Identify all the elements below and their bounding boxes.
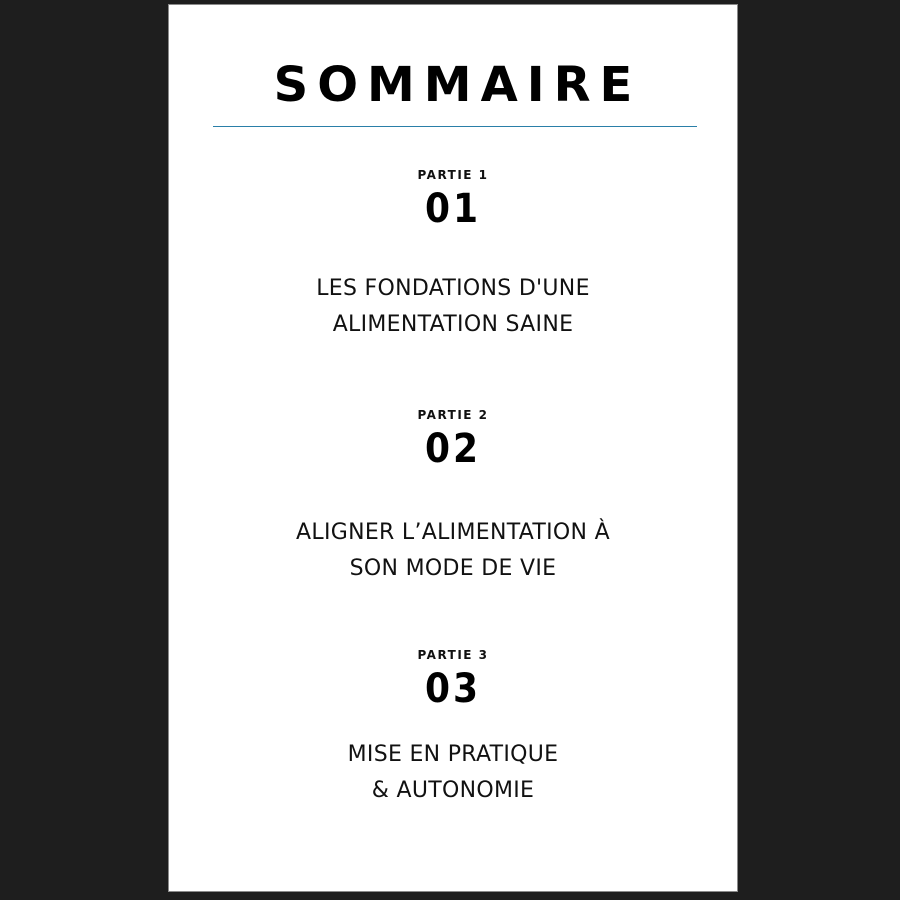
section-label: PARTIE 1 (417, 168, 489, 182)
section-title-line: MISE EN PRATIQUE (347, 742, 559, 767)
toc-section-2 (169, 407, 737, 587)
section-number: 01 (424, 186, 482, 232)
page-title: SOMMAIRE (273, 57, 642, 113)
section-title (169, 737, 737, 809)
section-title-line: SON MODE DE VIE (349, 556, 557, 581)
toc-section-1 (169, 167, 737, 343)
toc-section-3 (169, 647, 737, 809)
title-divider (213, 126, 697, 127)
section-label: PARTIE 2 (417, 408, 489, 422)
document-page (168, 4, 738, 892)
section-title (169, 271, 737, 343)
section-title-line: LES FONDATIONS D'UNE (316, 276, 590, 301)
section-title-line: ALIGNER L’ALIMENTATION À (296, 520, 610, 545)
section-title (169, 515, 737, 587)
section-number: 03 (424, 666, 482, 712)
section-title-line: & AUTONOMIE (371, 778, 535, 803)
section-label: PARTIE 3 (417, 648, 489, 662)
section-title-line: ALIMENTATION SAINE (332, 312, 574, 337)
section-number: 02 (424, 426, 482, 472)
